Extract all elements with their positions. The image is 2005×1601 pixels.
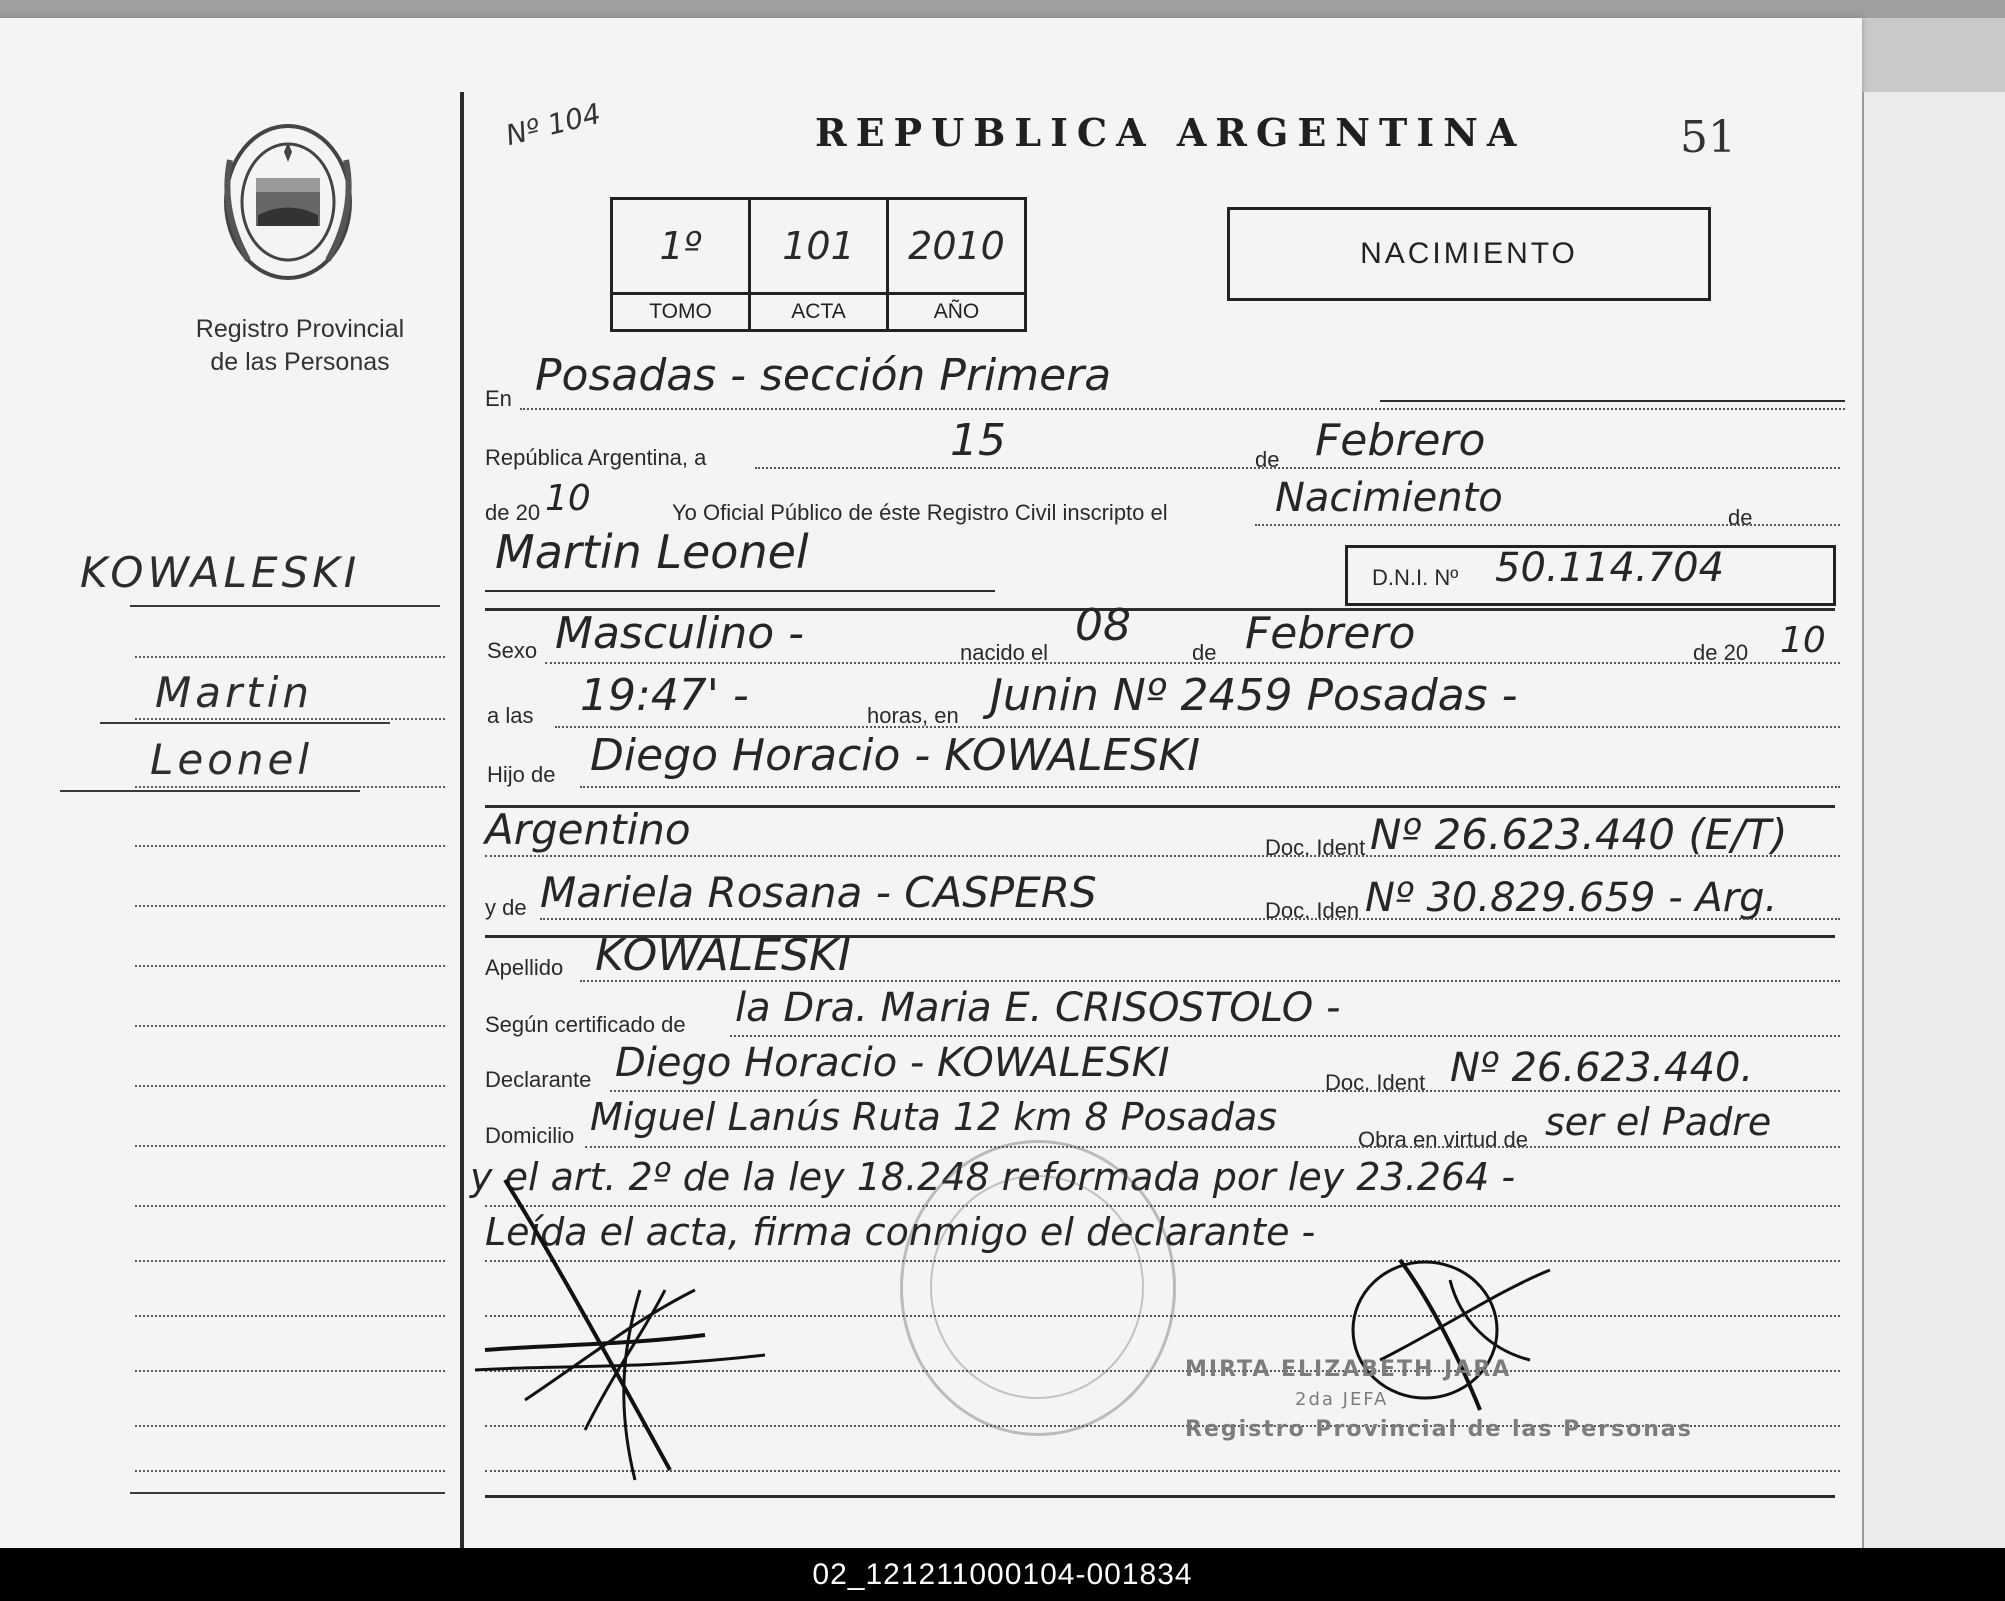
acta-value: 101	[750, 199, 888, 294]
domicilio-label: Domicilio	[485, 1123, 575, 1148]
stub-dotted-line	[135, 1370, 445, 1372]
nacido-label: nacido el	[960, 640, 1049, 665]
official-stamp-inner	[930, 1175, 1144, 1399]
domicilio-dotted-line	[585, 1146, 1840, 1148]
stub-dotted-line	[135, 656, 445, 658]
year-value: 10	[545, 478, 591, 519]
republica-dotted-line	[755, 467, 1840, 469]
record-type-box: NACIMIENTO	[1227, 207, 1711, 301]
background-edge	[0, 0, 2005, 18]
stub-first-name: Martin	[155, 668, 313, 717]
madre-doc: Nº 30.829.659 - Arg.	[1365, 875, 1778, 921]
registry-label-line1: Registro Provincial	[195, 315, 405, 343]
name-value: Martin Leonel	[495, 525, 809, 579]
acta-label: ACTA	[750, 294, 888, 331]
stub-rule	[130, 1492, 445, 1494]
stub-dotted-line	[135, 1205, 445, 1207]
segun-dotted-line	[730, 1035, 1840, 1037]
dni-value: 50.114.704	[1495, 545, 1725, 591]
stub-dotted-line	[135, 786, 445, 788]
hora-value: 19:47' -	[580, 670, 749, 721]
stub-dotted-line	[135, 1085, 445, 1087]
alas-label: a las	[487, 703, 534, 728]
lugar-value: Junin Nº 2459 Posadas -	[990, 670, 1518, 721]
hijo-dotted-line	[580, 786, 1840, 788]
signer-stamp	[1185, 1355, 1693, 1445]
signer-role: 2da JEFA	[1295, 1389, 1389, 1410]
domicilio-value: Miguel Lanús Ruta 12 km 8 Posadas	[590, 1095, 1278, 1139]
en-value: Posadas - sección Primera	[535, 350, 1112, 401]
yde-label: y de	[485, 895, 527, 920]
stub-dotted-line	[135, 1025, 445, 1027]
madre-value: Mariela Rosana - CASPERS	[540, 868, 1097, 917]
de20-label: de 20	[485, 500, 541, 525]
sexo-value: Masculino -	[555, 608, 805, 659]
registry-label-line2: de las Personas	[210, 348, 390, 376]
doc-ident-label: Doc. Ident	[1265, 835, 1366, 860]
document-title: REPUBLICA ARGENTINA	[815, 110, 1526, 155]
record-box	[610, 197, 1027, 332]
stub-dotted-line	[135, 1425, 445, 1427]
oficial-label: Yo Oficial Público de éste Registro Civil inscripto el	[672, 500, 1168, 525]
oficial-dotted-line	[1255, 524, 1840, 526]
stub-dotted-line	[135, 845, 445, 847]
obra-label: Obra en virtud de	[1358, 1127, 1528, 1152]
nacido-month: Febrero	[1245, 608, 1416, 659]
stub-dotted-line	[135, 1315, 445, 1317]
segun-value: la Dra. Maria E. CRISOSTOLO -	[735, 985, 1341, 1031]
note-line-1: y el art. 2º de la ley 18.248 reformada por ley 23.264 -	[470, 1155, 1516, 1199]
sexo-label: Sexo	[487, 638, 538, 663]
en-label: En	[485, 386, 512, 411]
padre-doc: Nº 26.623.440 (E/T)	[1370, 810, 1788, 859]
apellido-value: KOWALESKI	[595, 930, 851, 981]
padre-nacionalidad: Argentino	[485, 805, 691, 854]
scan-id-footer: 02_121211000104-001834	[0, 1548, 2005, 1601]
horas-label: horas, en	[867, 703, 959, 728]
nacido-year: 10	[1780, 620, 1826, 661]
declarante-doc: Nº 26.623.440.	[1450, 1045, 1754, 1091]
obra-value: ser el Padre	[1545, 1100, 1772, 1144]
signer-office: Registro Provincial de las Personas	[1185, 1417, 1693, 1442]
madre-dotted-line	[540, 918, 1840, 920]
sexo-dotted-line	[545, 662, 1840, 664]
de-label-3: de	[1192, 640, 1217, 665]
stub-dotted-line	[135, 905, 445, 907]
anio-label: AÑO	[888, 294, 1026, 331]
note-line-2: Leída el acta, firma conmigo el declarante -	[485, 1210, 1316, 1254]
stub-rule	[130, 605, 440, 607]
apellido-label: Apellido	[485, 955, 564, 980]
declarante-dotted-line	[610, 1090, 1840, 1092]
registry-label	[160, 313, 440, 379]
declarant-signature-icon	[465, 1170, 795, 1500]
signer-name: MIRTA ELIZABETH JARA	[1185, 1357, 1512, 1382]
day-value: 15	[950, 415, 1006, 466]
page-number: 51	[1680, 112, 1736, 163]
stub-middle-name: Leonel	[150, 735, 314, 784]
anio-value: 2010	[888, 199, 1026, 294]
de20-label-2: de 20	[1693, 640, 1749, 665]
en-dotted-line	[520, 408, 1845, 410]
declarante-value: Diego Horacio - KOWALESKI	[615, 1040, 1170, 1086]
stub-dotted-line	[135, 718, 445, 720]
de-label: de	[1255, 447, 1280, 472]
tomo-value: 1º	[612, 199, 750, 294]
segun-label: Según certificado de	[485, 1012, 686, 1037]
stub-dotted-line	[135, 1145, 445, 1147]
padre-value: Diego Horacio - KOWALESKI	[590, 730, 1201, 781]
stub-surname: KOWALESKI	[80, 548, 361, 597]
stub-dotted-line	[135, 965, 445, 967]
doc-iden-label: Doc. Iden	[1265, 898, 1360, 923]
month-value: Febrero	[1315, 415, 1486, 466]
hijo-label: Hijo de	[487, 762, 556, 787]
tomo-label: TOMO	[612, 294, 750, 331]
next-page-edge	[1862, 92, 2005, 1548]
stub-dotted-line	[135, 1470, 445, 1472]
doc-ident-label-2: Doc. Ident	[1325, 1070, 1426, 1095]
inscripto-value: Nacimiento	[1275, 475, 1503, 521]
stub-rule	[100, 722, 390, 724]
apellido-dotted-line	[580, 980, 1840, 982]
stub-dotted-line	[135, 1260, 445, 1262]
en-rule	[1380, 400, 1845, 402]
alas-dotted-line	[555, 726, 1840, 728]
declarante-label: Declarante	[485, 1067, 592, 1092]
provincial-seal-icon	[218, 120, 358, 285]
nacido-day: 08	[1075, 600, 1131, 651]
stub-rule	[60, 790, 360, 792]
dni-label: D.N.I. Nº	[1372, 565, 1459, 590]
corner-note: Nº 104	[502, 96, 605, 153]
name-rule	[485, 590, 995, 592]
de-label-2: de	[1728, 505, 1753, 530]
padre-dotted-line	[485, 855, 1840, 857]
republica-label: República Argentina, a	[485, 445, 707, 470]
stub-divider-line	[460, 92, 464, 1548]
